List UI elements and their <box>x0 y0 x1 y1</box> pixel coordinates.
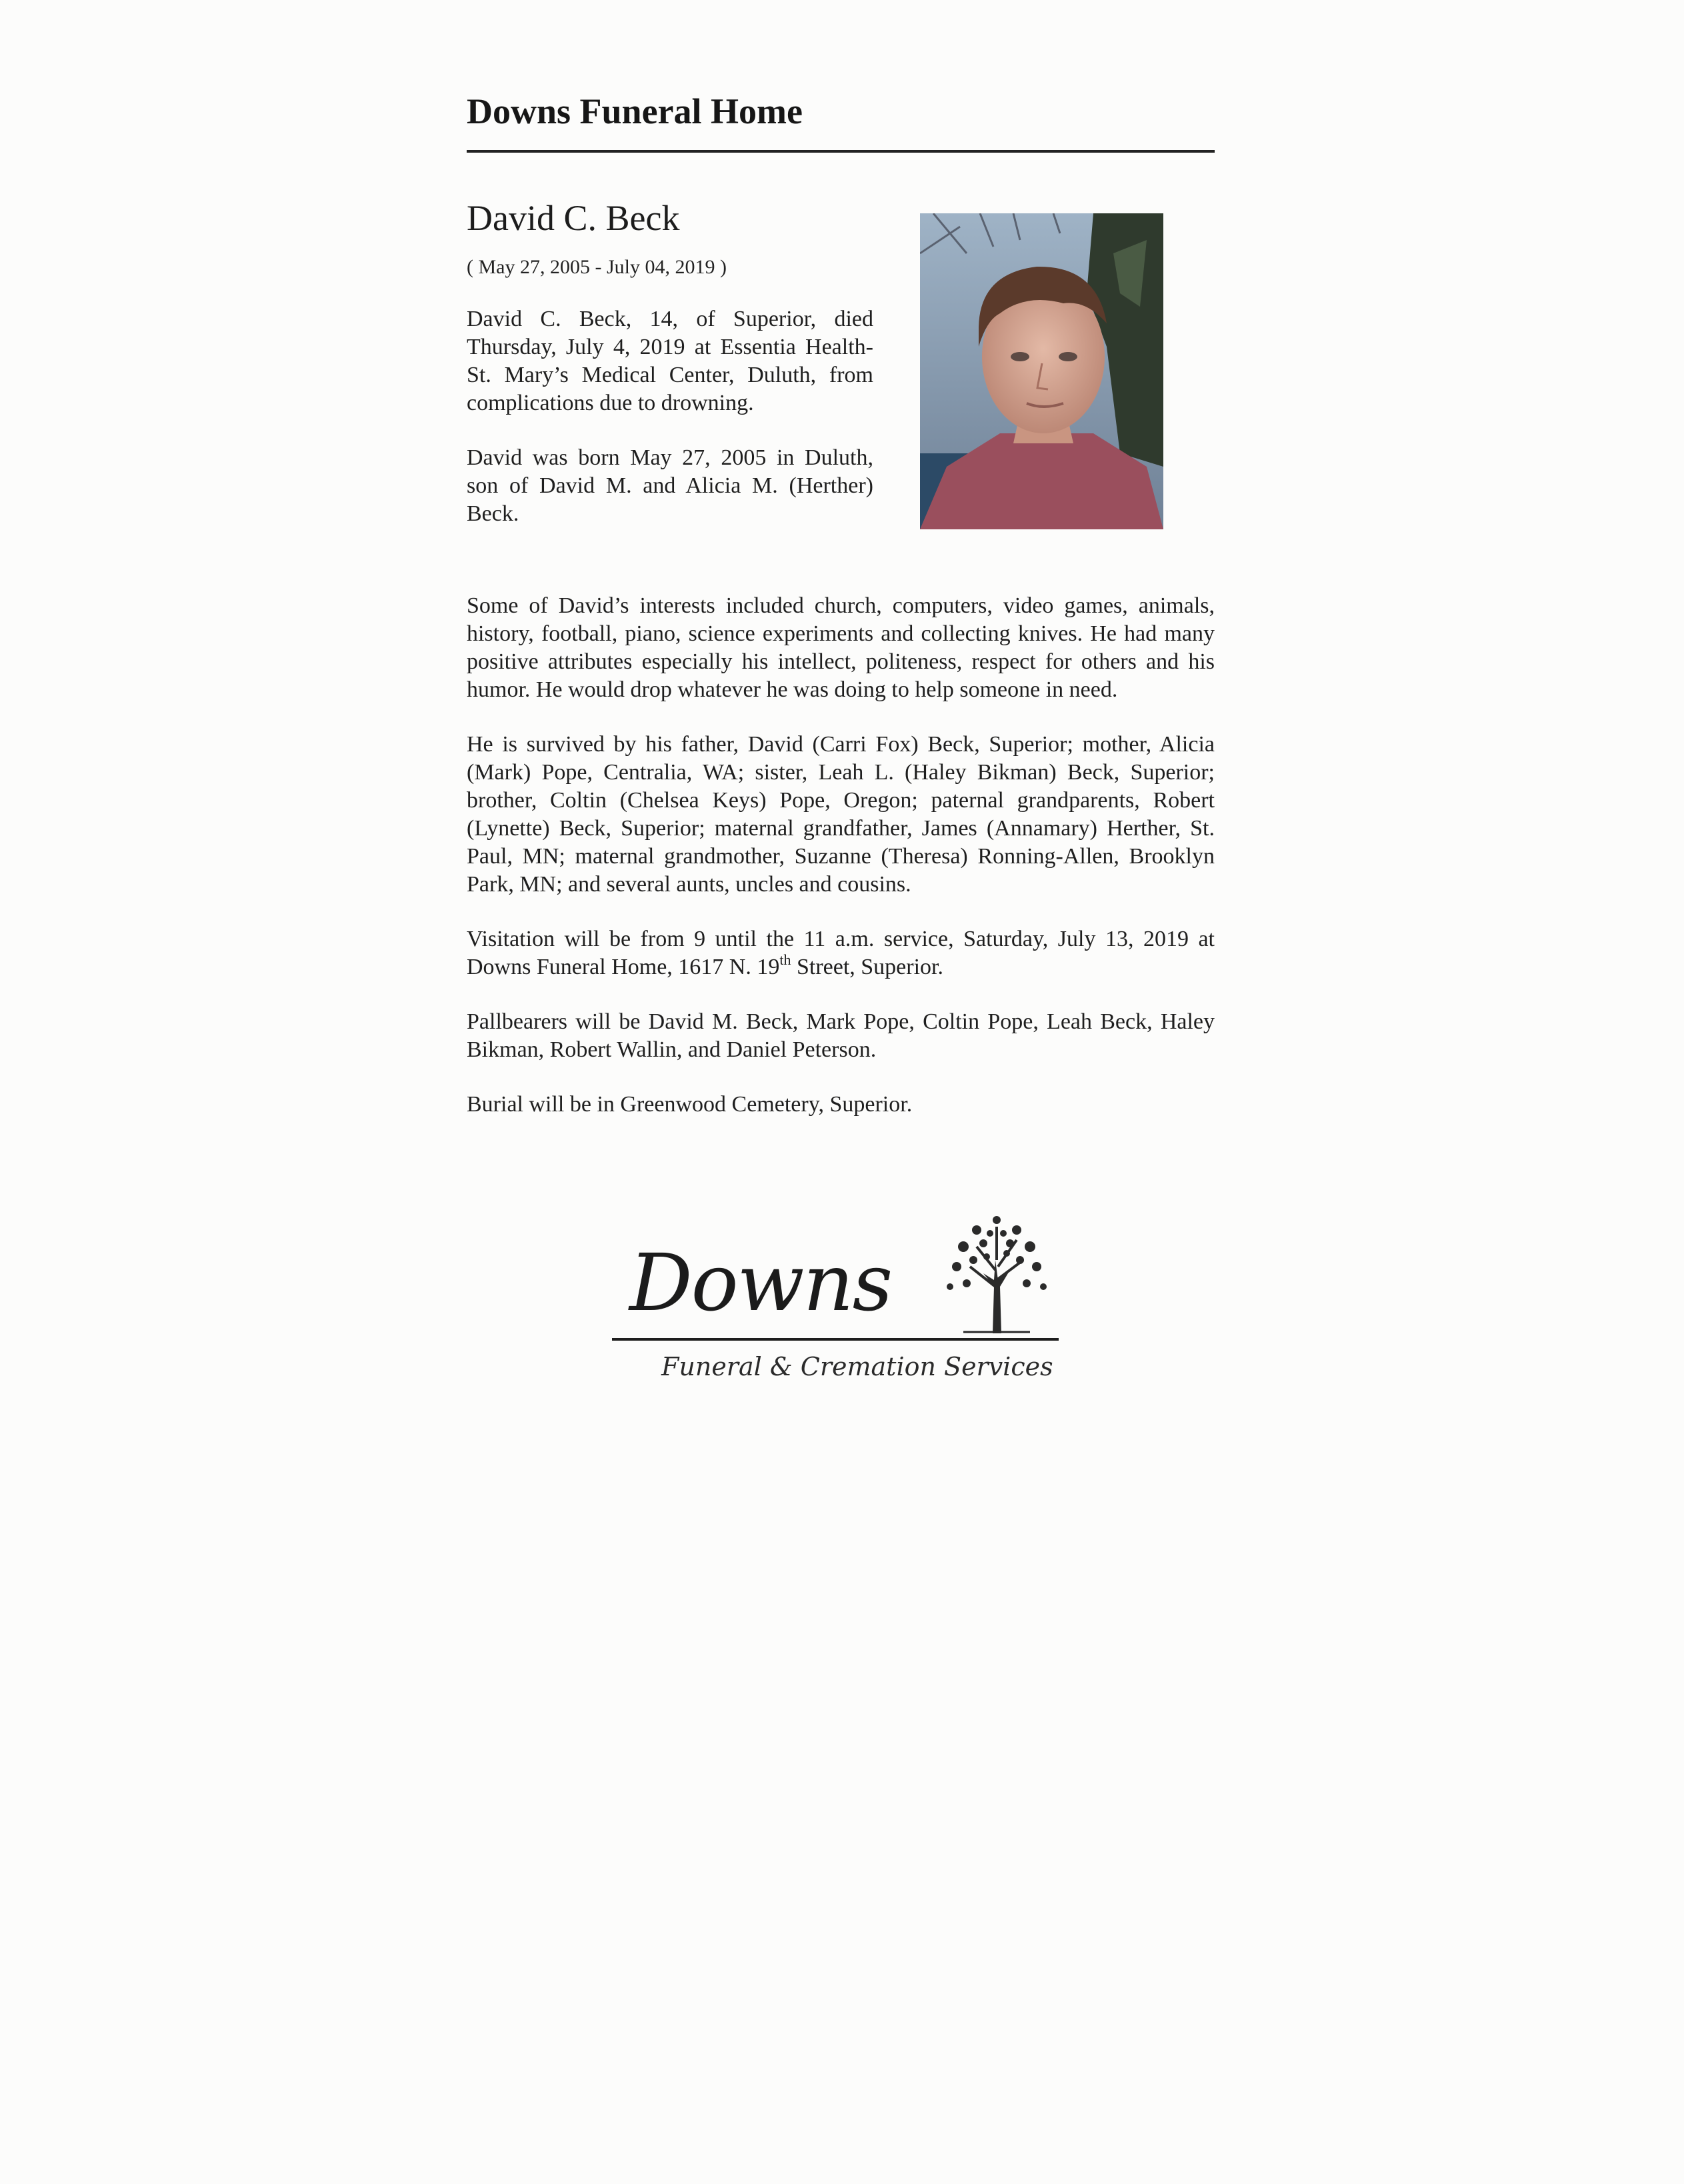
obituary-header-section <box>467 197 1215 570</box>
portrait-illustration <box>920 213 1163 529</box>
visitation-ordinal: th <box>779 951 791 968</box>
survivors-paragraph: He is survived by his father, David (Carri Fox) Beck, Superior; mother, Alicia (Mark) Pope, Centralia, WA; sister, Leah L. (Haley Bikman) Beck, Superior; brother, Coltin (Chelsea Keys) Pope, Oregon; paternal grandparents, Robert (Lynette) Beck, Superior; maternal grandfather, James (Annamary) Herther, St. Paul, MN; maternal grandmother, Suzanne (Theresa) Ronning-Allen, Brooklyn Park, MN; and several aunts, uncles and cousins. <box>467 732 1215 897</box>
life-dates: ( May 27, 2005 - July 04, 2019 ) <box>467 255 727 278</box>
visitation-text: Visitation will be from 9 until the 11 a.m. service, Saturday, July 13, 2019 at Downs Funeral Home, 1617 N. 19 <box>467 927 1215 979</box>
logo-wordmark: Downs <box>629 1237 892 1329</box>
logo-tagline: Funeral & Cremation Services <box>661 1352 1053 1381</box>
portrait-photo <box>920 213 1163 529</box>
obituary-intro <box>467 197 873 528</box>
interests-paragraph: Some of David’s interests included church, computers, video games, animals, history, football, piano, science experiments and collecting knives. He had many positive attributes especially his intellect, politeness, respect for others and his humor. He would drop whatever he was doing to help someone in need. <box>467 593 1215 702</box>
birth-paragraph: David was born May 27, 2005 in Duluth, son of David M. and Alicia M. (Herther) Beck. <box>467 445 873 526</box>
masthead-title: Downs Funeral Home <box>467 91 803 131</box>
obituary-body <box>467 592 1215 1145</box>
visitation-paragraph <box>467 925 1215 981</box>
death-paragraph: David C. Beck, 14, of Superior, died Thursday, July 4, 2019 at Essentia Health-St. Mary’s Medical Center, Duluth, from complications due to drowning. <box>467 306 873 415</box>
logo-divider <box>612 1338 1059 1341</box>
burial-paragraph: Burial will be in Greenwood Cemetery, Superior. <box>467 1092 913 1117</box>
pallbearers-paragraph: Pallbearers will be David M. Beck, Mark Pope, Coltin Pope, Leah Beck, Haley Bikman, Robert Wallin, and Daniel Peterson. <box>467 1009 1215 1062</box>
downs-logo <box>607 1207 1067 1387</box>
visitation-text-end: Street, Superior. <box>791 955 943 979</box>
masthead-divider <box>467 150 1215 153</box>
deceased-name: David C. Beck <box>467 198 680 238</box>
tree-icon <box>937 1207 1057 1333</box>
